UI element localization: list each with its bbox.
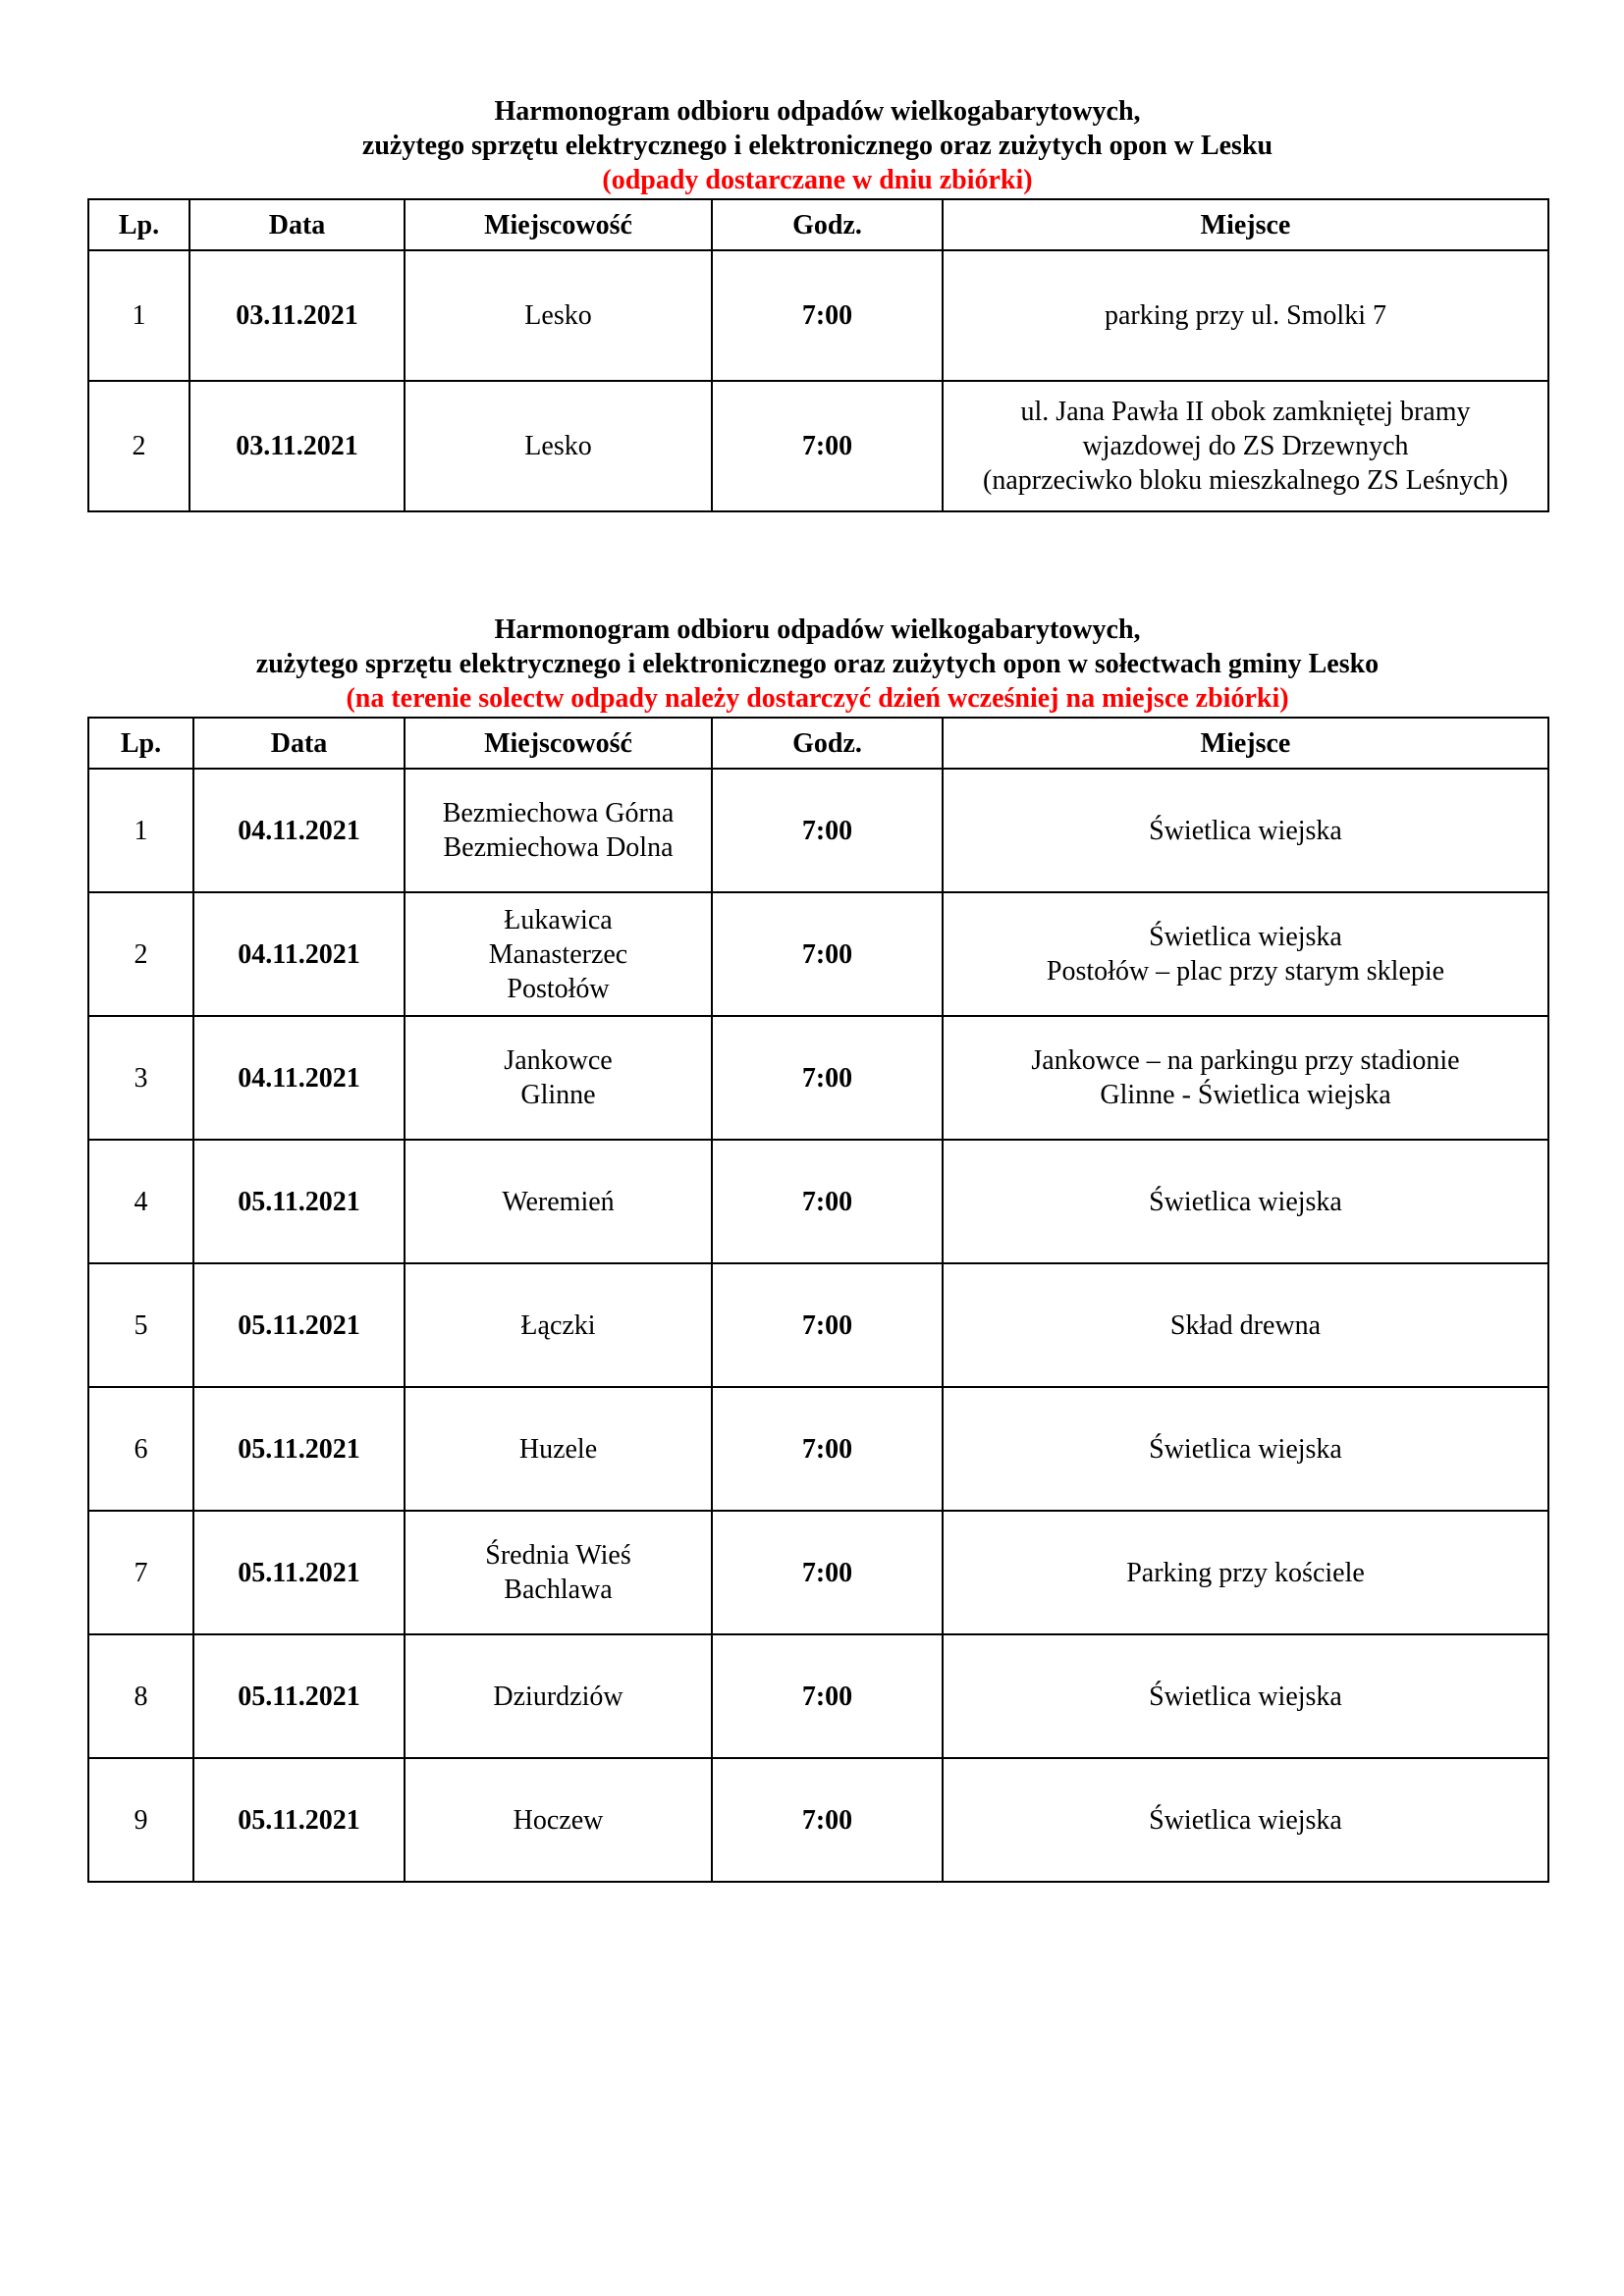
title-line-1: Harmonogram odbioru odpadów wielkogabarytowych, — [494, 614, 1141, 645]
locality-line: Łączki — [520, 1309, 596, 1341]
row-locality — [405, 1511, 712, 1634]
row-time: 7:00 — [712, 1634, 943, 1758]
row-lp: 5 — [88, 1263, 193, 1387]
row-place — [943, 1387, 1548, 1511]
header-place: Miejsce — [943, 199, 1548, 250]
table-row — [88, 1634, 1548, 1758]
table-row — [88, 1758, 1548, 1882]
delivery-note: (na terenie solectw odpady należy dostarczyć dzień wcześniej na miejsce zbiórki) — [346, 683, 1289, 714]
schedule-table — [87, 198, 1549, 512]
place-line: parking przy ul. Smolki 7 — [1105, 300, 1386, 331]
header-date: Data — [189, 199, 405, 250]
row-date: 04.11.2021 — [193, 769, 405, 892]
table-row — [88, 1387, 1548, 1511]
row-lp: 2 — [88, 381, 189, 511]
row-locality — [405, 1387, 712, 1511]
schedule-heading — [87, 94, 1547, 197]
row-lp: 3 — [88, 1016, 193, 1140]
schedule-table — [87, 717, 1549, 1883]
row-time: 7:00 — [712, 1387, 943, 1511]
place-line: Świetlica wiejska — [1149, 1433, 1342, 1465]
row-place — [943, 1016, 1548, 1140]
row-lp: 1 — [88, 769, 193, 892]
header-time: Godz. — [712, 718, 943, 769]
place-line: ul. Jana Pawła II obok zamkniętej bramy — [1020, 397, 1471, 427]
row-date: 03.11.2021 — [189, 250, 405, 381]
locality-line: Postołów — [507, 973, 610, 1004]
place-line: Świetlica wiejska — [1149, 1681, 1342, 1712]
row-place — [943, 1634, 1548, 1758]
header-lp: Lp. — [88, 199, 189, 250]
row-time: 7:00 — [712, 1758, 943, 1882]
locality-line: Bezmiechowa Górna — [442, 798, 675, 828]
row-lp: 9 — [88, 1758, 193, 1882]
row-place — [943, 1263, 1548, 1387]
row-date: 05.11.2021 — [193, 1140, 405, 1263]
header-place: Miejsce — [943, 718, 1548, 769]
row-place — [943, 1758, 1548, 1882]
schedule-solectwa — [87, 613, 1547, 1883]
row-lp: 2 — [88, 892, 193, 1016]
locality-line: Weremień — [502, 1186, 615, 1217]
table-row — [88, 1140, 1548, 1263]
row-locality — [405, 1758, 712, 1882]
row-date: 05.11.2021 — [193, 1758, 405, 1882]
place-line: Skład drewna — [1169, 1309, 1322, 1341]
row-lp: 4 — [88, 1140, 193, 1263]
row-date: 05.11.2021 — [193, 1387, 405, 1511]
row-locality — [405, 381, 712, 511]
row-time: 7:00 — [712, 1140, 943, 1263]
header-date: Data — [193, 718, 405, 769]
table-row — [88, 892, 1548, 1016]
row-place — [943, 892, 1548, 1016]
table-row — [88, 1016, 1548, 1140]
row-locality — [405, 769, 712, 892]
header-lp: Lp. — [88, 718, 193, 769]
locality-line: Glinne — [520, 1080, 596, 1110]
row-lp: 7 — [88, 1511, 193, 1634]
locality-line: Dziurdziów — [493, 1681, 623, 1712]
locality-line: Lesko — [524, 431, 592, 461]
row-date: 04.11.2021 — [193, 892, 405, 1016]
row-place — [943, 1511, 1548, 1634]
title-line-1: Harmonogram odbioru odpadów wielkogabarytowych, — [494, 96, 1141, 127]
place-line: Glinne - Świetlica wiejska — [1100, 1080, 1391, 1110]
row-date: 03.11.2021 — [189, 381, 405, 511]
row-locality — [405, 250, 712, 381]
locality-line: Łukawica — [504, 904, 613, 935]
locality-line: Lesko — [524, 300, 592, 331]
schedule-heading — [87, 613, 1547, 716]
header-locality: Miejscowość — [405, 718, 712, 769]
locality-line: Jankowce — [504, 1045, 613, 1076]
row-lp: 8 — [88, 1634, 193, 1758]
table-body — [88, 250, 1548, 511]
row-date: 05.11.2021 — [193, 1634, 405, 1758]
header-locality: Miejscowość — [405, 199, 712, 250]
row-locality — [405, 1140, 712, 1263]
place-line: Postołów – plac przy starym sklepie — [1046, 956, 1445, 987]
place-line: (naprzeciwko bloku mieszkalnego ZS Leśnych) — [983, 465, 1508, 496]
table-row — [88, 1263, 1548, 1387]
locality-line: Huzele — [518, 1433, 598, 1465]
locality-line: Manasterzec — [488, 938, 628, 970]
table-header-row — [88, 718, 1548, 769]
place-line: Parking przy kościele — [1126, 1557, 1365, 1588]
row-date: 05.11.2021 — [193, 1263, 405, 1387]
row-time: 7:00 — [712, 769, 943, 892]
row-place — [943, 250, 1548, 381]
row-place — [943, 1140, 1548, 1263]
title-line-2: zużytego sprzętu elektrycznego i elektronicznego oraz zużytych opon w Lesku — [361, 131, 1273, 161]
row-locality — [405, 892, 712, 1016]
locality-line: Bachlawa — [504, 1575, 613, 1605]
table-body — [88, 769, 1548, 1882]
locality-line: Średnia Wieś — [485, 1540, 631, 1571]
schedule-lesko — [87, 94, 1547, 512]
table-row — [88, 250, 1548, 381]
row-time: 7:00 — [712, 1016, 943, 1140]
locality-line: Hoczew — [513, 1804, 604, 1836]
row-time: 7:00 — [712, 381, 943, 511]
row-lp: 1 — [88, 250, 189, 381]
row-place — [943, 381, 1548, 511]
row-locality — [405, 1634, 712, 1758]
title-line-2: zużytego sprzętu elektrycznego i elektronicznego oraz zużytych opon w sołectwach gminy Lesko — [255, 649, 1380, 679]
row-lp: 6 — [88, 1387, 193, 1511]
place-line: Świetlica wiejska — [1149, 922, 1342, 952]
row-place — [943, 769, 1548, 892]
row-date: 05.11.2021 — [193, 1511, 405, 1634]
row-locality — [405, 1263, 712, 1387]
delivery-note: (odpady dostarczane w dniu zbiórki) — [602, 165, 1033, 195]
place-line: Jankowce – na parkingu przy stadionie — [1031, 1045, 1460, 1076]
place-line: wjazdowej do ZS Drzewnych — [1082, 431, 1409, 461]
table-row — [88, 1511, 1548, 1634]
locality-line: Bezmiechowa Dolna — [443, 832, 674, 863]
table-row — [88, 769, 1548, 892]
row-locality — [405, 1016, 712, 1140]
place-line: Świetlica wiejska — [1149, 815, 1342, 846]
row-time: 7:00 — [712, 250, 943, 381]
row-time: 7:00 — [712, 1511, 943, 1634]
place-line: Świetlica wiejska — [1149, 1804, 1342, 1836]
row-date: 04.11.2021 — [193, 1016, 405, 1140]
row-time: 7:00 — [712, 1263, 943, 1387]
table-row — [88, 381, 1548, 511]
table-header-row — [88, 199, 1548, 250]
header-time: Godz. — [712, 199, 943, 250]
place-line: Świetlica wiejska — [1149, 1186, 1342, 1217]
row-time: 7:00 — [712, 892, 943, 1016]
